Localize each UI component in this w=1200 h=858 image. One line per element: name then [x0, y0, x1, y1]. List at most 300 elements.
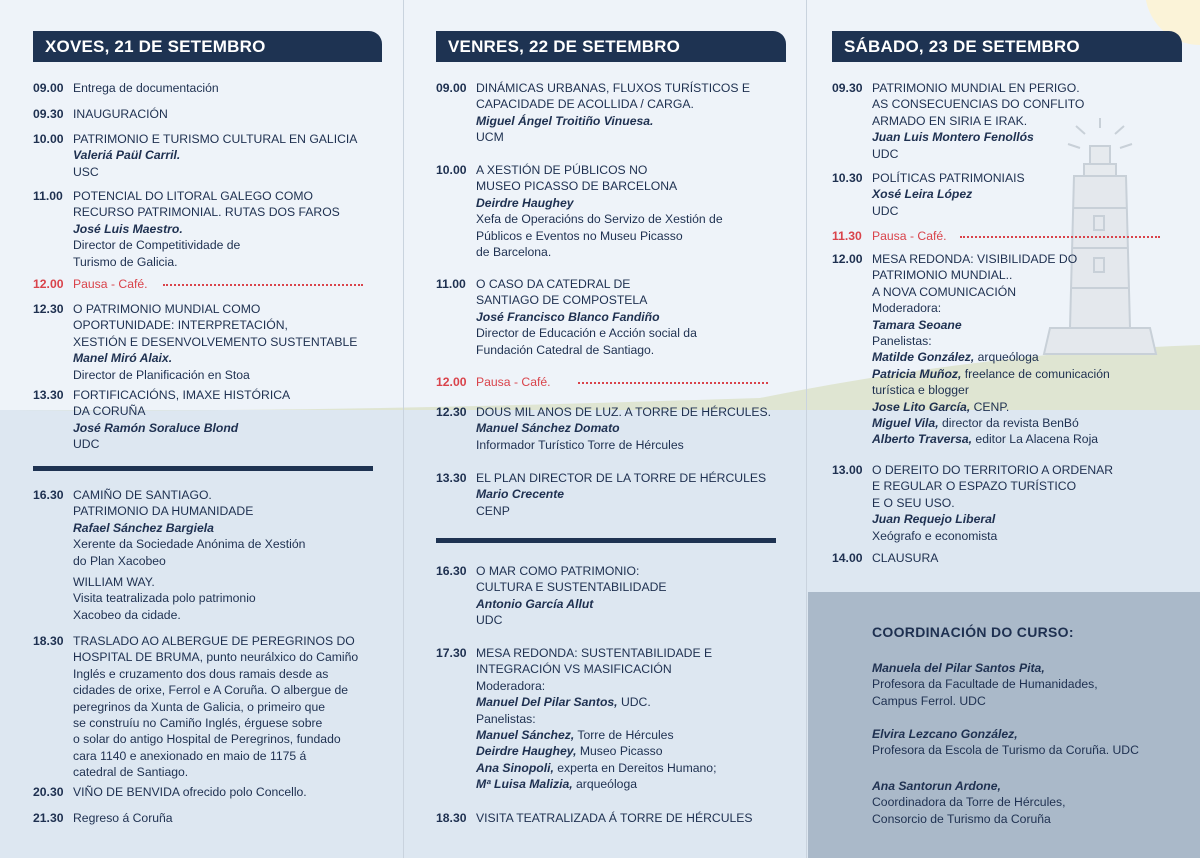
event-time: 11.00: [33, 189, 63, 203]
event-body: [872, 462, 1182, 544]
coordinator-role: Coordinadora da Torre de Hércules,: [872, 795, 1066, 810]
event-text: cidades de orixe, Ferrol e A Coruña. O albergue de: [73, 683, 349, 698]
schedule-item: [436, 810, 786, 826]
event-time: 18.30: [33, 634, 64, 648]
coordinator-name: Elvira Lezcano González,: [872, 727, 1018, 741]
coordinator-role: Profesora da Escola de Turismo da Coruña. UDC: [872, 743, 1139, 758]
schedule-item: [33, 633, 393, 781]
schedule-item: [33, 106, 393, 122]
event-line: [73, 106, 393, 122]
speaker-name: Alberto Traversa,: [872, 432, 973, 447]
event-time: 16.30: [33, 488, 64, 502]
event-text: CAPACIDADE DE ACOLLIDA / CARGA.: [476, 97, 694, 112]
event-text: DOUS MIL ANOS DE LUZ. A TORRE DE HÉRCULES.: [476, 405, 772, 419]
event-time: 11.30: [832, 229, 862, 243]
event-line: [73, 748, 393, 764]
event-time: 21.30: [33, 811, 64, 825]
event-body: [476, 276, 786, 358]
event-text: PATRIMONIO DA HUMANIDADE: [73, 504, 254, 519]
event-text: turística e blogger: [872, 383, 969, 398]
schedule-item: [33, 784, 393, 800]
event-text: UDC: [872, 146, 899, 161]
speaker-line: [73, 420, 393, 436]
event-line: [73, 387, 393, 403]
speaker-name: Juan Requejo Liberal: [872, 512, 996, 527]
event-body: [73, 784, 393, 800]
speaker-name: Mª Luisa Malizia,: [476, 777, 573, 792]
speaker-line: [476, 486, 786, 502]
speaker-role: CENP.: [970, 399, 1010, 414]
event-text: MUSEO PICASSO DE BARCELONA: [476, 179, 678, 194]
speaker-line: [872, 317, 1182, 333]
speaker-line: [476, 113, 786, 129]
schedule-item: [436, 404, 786, 453]
event-text: o solar do antigo Hospital de Peregrinos, fundado: [73, 732, 341, 747]
day-header: SÁBADO, 23 DE SETEMBRO: [832, 31, 1182, 62]
event-time: 16.30: [436, 564, 467, 578]
speaker-name: Matilde González,: [872, 350, 975, 365]
event-text: DA CORUÑA: [73, 404, 146, 419]
event-line: [872, 528, 1182, 544]
event-line: [872, 96, 1182, 112]
speaker-role: arqueóloga: [572, 777, 638, 792]
event-line: [476, 96, 786, 112]
event-text: Panelistas:: [476, 711, 536, 726]
event-text: UCM: [476, 130, 504, 145]
speaker-line: [476, 420, 786, 436]
event-text: PATRIMONIO MUNDIAL..: [872, 268, 1013, 283]
event-time: 12.00: [832, 252, 863, 266]
event-body: [476, 470, 786, 519]
event-text: POLÍTICAS PATRIMONIAIS: [872, 171, 1025, 185]
schedule-item: [832, 251, 1182, 448]
event-text: Moderadora:: [872, 301, 942, 316]
speaker-name: Patricia Muñoz,: [872, 366, 962, 381]
event-text: O DEREITO DO TERRITORIO A ORDENAR: [872, 463, 1114, 477]
event-line: [872, 284, 1182, 300]
speaker-line: [872, 399, 1182, 415]
speaker-name: Manel Miró Alaix.: [73, 351, 173, 366]
event-line: [872, 333, 1182, 349]
event-body: [476, 563, 786, 629]
event-line: [73, 403, 393, 419]
event-text: DINÁMICAS URBANAS, FLUXOS TURÍSTICOS E: [476, 81, 751, 95]
speaker-line: [476, 760, 786, 776]
event-text: O PATRIMONIO MUNDIAL COMO: [73, 302, 261, 316]
event-line: [476, 228, 786, 244]
event-text: INAUGURACIÓN: [73, 107, 168, 121]
event-time: 12.30: [436, 405, 467, 419]
speaker-name: Rafael Sánchez Bargiela: [73, 520, 214, 535]
speaker-role: director da revista BenBó: [938, 416, 1079, 431]
event-text: Xacobeo da cidade.: [73, 607, 181, 622]
event-line: [872, 170, 1182, 186]
speaker-name: Juan Luis Montero Fenollós: [872, 130, 1034, 145]
coordinator-role: Campus Ferrol. UDC: [872, 693, 986, 708]
pause-dotted-line: [960, 236, 1160, 238]
event-line: [73, 301, 393, 317]
event-text: SANTIAGO DE COMPOSTELA: [476, 293, 648, 308]
event-line: [73, 784, 393, 800]
event-body: [872, 170, 1182, 219]
speaker-name: Valeriá Paül Carril.: [73, 148, 181, 163]
speaker-name: Jose Lito García,: [872, 399, 971, 414]
event-text: INTEGRACIÓN VS MASIFICACIÓN: [476, 662, 672, 677]
speaker-line: [872, 366, 1182, 382]
event-text: Pausa - Café.: [73, 277, 148, 291]
event-text: Entrega de documentación: [73, 81, 219, 95]
coordinator-name: Manuela del Pilar Santos Pita,: [872, 661, 1045, 675]
speaker-name: Xosé Leira López: [872, 187, 973, 202]
event-line: [476, 178, 786, 194]
section-divider: [33, 466, 373, 471]
event-text: RECURSO PATRIMONIAL. RUTAS DOS FAROS: [73, 205, 340, 220]
event-text: Públicos e Eventos no Museu Picasso: [476, 228, 683, 243]
event-text: Visita teatralizada polo patrimonio: [73, 591, 256, 606]
speaker-name: Tamara Seoane: [872, 317, 962, 332]
speaker-name: José Luis Maestro.: [73, 221, 183, 236]
coordinator: [872, 778, 1192, 827]
event-body: [73, 80, 393, 96]
event-line: [872, 462, 1182, 478]
schedule-item: [436, 470, 786, 519]
event-body: [476, 645, 786, 793]
event-text: UDC: [476, 613, 503, 628]
schedule-item: [33, 487, 393, 569]
event-body: [73, 106, 393, 122]
event-time: 10.30: [832, 171, 863, 185]
event-line: [73, 254, 393, 270]
event-text: PATRIMONIO E TURISMO CULTURAL EN GALICIA: [73, 132, 358, 146]
event-line: [73, 436, 393, 452]
event-body: [872, 251, 1182, 448]
event-text: Inglés e cruzamento dos dous ramais desde as: [73, 666, 329, 681]
event-text: peregrinos da Xunta de Galicia, o primeiro que: [73, 699, 326, 714]
event-text: XESTIÓN E DESENVOLVEMENTO SUSTENTABLE: [73, 334, 358, 349]
event-time: 13.30: [33, 388, 64, 402]
event-line: [73, 590, 393, 606]
event-line: [872, 113, 1182, 129]
speaker-role: editor La Alacena Roja: [972, 432, 1099, 447]
event-text: AS CONSECUENCIAS DO CONFLITO: [872, 97, 1085, 112]
event-line: [73, 164, 393, 180]
event-line: [73, 715, 393, 731]
coordinator: [872, 660, 1192, 709]
event-line: [476, 292, 786, 308]
event-body: [872, 80, 1182, 162]
speaker-name: Miguel Ángel Troitiño Vinuesa.: [476, 113, 654, 128]
speaker-line: [476, 195, 786, 211]
schedule-item: [33, 387, 393, 453]
speaker-role: Torre de Hércules: [574, 728, 674, 743]
event-text: UDC: [872, 203, 899, 218]
event-text: CULTURA E SUSTENTABILIDADE: [476, 580, 667, 595]
speaker-line: [872, 129, 1182, 145]
event-line: [73, 237, 393, 253]
fold-line: [403, 0, 404, 858]
event-line: [73, 367, 393, 383]
coordination-title: COORDINACIÓN DO CURSO:: [872, 624, 1074, 640]
event-time: 12.00: [436, 375, 467, 389]
speaker-line: [476, 727, 786, 743]
event-line: [476, 661, 786, 677]
event-text: CENP: [476, 503, 510, 518]
event-line: [476, 276, 786, 292]
event-text: Director de Planificación en Stoa: [73, 367, 250, 382]
event-text: USC: [73, 164, 99, 179]
event-body: [73, 131, 393, 180]
event-text: WILLIAM WAY.: [73, 575, 155, 589]
event-line: [872, 300, 1182, 316]
event-text: E REGULAR O ESPAZO TURÍSTICO: [872, 479, 1077, 494]
event-line: [872, 478, 1182, 494]
event-text: de Barcelona.: [476, 245, 552, 260]
speaker-role: Museo Picasso: [576, 744, 663, 759]
event-body: [476, 162, 786, 260]
speaker-name: Miguel Vila,: [872, 416, 939, 431]
event-text: O MAR COMO PATRIMONIO:: [476, 564, 640, 578]
event-text: Fundación Catedral de Santiago.: [476, 342, 655, 357]
schedule-item: [436, 276, 786, 358]
schedule-item: [33, 301, 393, 383]
event-line: [73, 699, 393, 715]
event-text: EL PLAN DIRECTOR DE LA TORRE DE HÉRCULES: [476, 471, 767, 485]
event-text: MESA REDONDA: VISIBILIDADE DO: [872, 252, 1078, 266]
event-time: 09.00: [436, 81, 467, 95]
event-line: [73, 731, 393, 747]
speaker-role: experta en Dereitos Humano;: [553, 760, 717, 775]
event-line: [476, 404, 786, 420]
speaker-line: [73, 520, 393, 536]
schedule-item: [33, 188, 393, 270]
event-line: [476, 678, 786, 694]
coordinator-name: Ana Santorun Ardone,: [872, 779, 1001, 793]
event-time: 09.30: [832, 81, 863, 95]
day-header: XOVES, 21 DE SETEMBRO: [33, 31, 382, 62]
event-line: [476, 162, 786, 178]
speaker-line: [73, 147, 393, 163]
event-text: Xefa de Operacións do Servizo de Xestión de: [476, 212, 723, 227]
event-line: [476, 645, 786, 661]
event-text: MESA REDONDA: SUSTENTABILIDADE E: [476, 646, 713, 660]
event-line: [73, 204, 393, 220]
event-text: CLAUSURA: [872, 551, 939, 565]
speaker-name: Deirdre Haughey,: [476, 744, 577, 759]
schedule-item: [832, 170, 1182, 219]
speaker-line: [476, 776, 786, 792]
event-body: [73, 188, 393, 270]
schedule-item: [33, 131, 393, 180]
event-body: [73, 301, 393, 383]
event-text: Regreso á Coruña: [73, 811, 173, 825]
event-text: Turismo de Galicia.: [73, 254, 178, 269]
speaker-role: arqueóloga: [974, 350, 1039, 365]
event-body: [73, 633, 393, 781]
event-text: se construíu no Camiño Inglés, érguese sobre: [73, 716, 323, 731]
event-time: 10.00: [436, 163, 467, 177]
schedule-item: [436, 563, 786, 629]
event-text: HOSPITAL DE BRUMA, punto neurálxico do Camiño: [73, 650, 359, 665]
event-text: Pausa - Café.: [872, 229, 947, 243]
speaker-name: Antonio García Allut: [476, 596, 594, 611]
event-line: [73, 131, 393, 147]
event-line: [476, 342, 786, 358]
schedule-item: [436, 162, 786, 260]
event-line: [476, 211, 786, 227]
section-divider: [436, 538, 776, 543]
event-text: CAMIÑO DE SANTIAGO.: [73, 488, 212, 502]
event-line: [73, 487, 393, 503]
event-time: 10.00: [33, 132, 64, 146]
event-line: [476, 579, 786, 595]
speaker-line: [872, 511, 1182, 527]
event-line: [476, 810, 786, 826]
event-body: [476, 80, 786, 146]
coordinator-role: Consorcio de Turismo da Coruña: [872, 811, 1051, 826]
event-line: [73, 317, 393, 333]
event-text: OPORTUNIDADE: INTERPRETACIÓN,: [73, 318, 288, 333]
day-header: VENRES, 22 DE SETEMBRO: [436, 31, 786, 62]
event-body: [73, 387, 393, 453]
event-text: Informador Turístico Torre de Hércules: [476, 437, 684, 452]
event-text: VISITA TEATRALIZADA Á TORRE DE HÉRCULES: [476, 811, 753, 825]
event-body: [476, 404, 786, 453]
event-time: 14.00: [832, 551, 863, 565]
event-line: [872, 203, 1182, 219]
event-text: TRASLADO AO ALBERGUE DE PEREGRINOS DO: [73, 634, 355, 648]
event-line: [872, 267, 1182, 283]
event-time: 18.30: [436, 811, 467, 825]
event-line: [73, 574, 393, 590]
event-text: VIÑO DE BENVIDA ofrecido polo Concello.: [73, 785, 307, 799]
event-text: FORTIFICACIÓNS, IMAXE HISTÓRICA: [73, 388, 291, 402]
event-line: [476, 244, 786, 260]
event-text: do Plan Xacobeo: [73, 553, 166, 568]
event-time: 17.30: [436, 646, 467, 660]
event-time: 13.30: [436, 471, 467, 485]
speaker-line: [73, 221, 393, 237]
speaker-name: Manuel Del Pilar Santos,: [476, 695, 618, 710]
event-text: Director de Educación e Acción social da: [476, 326, 697, 341]
event-text: UDC: [73, 437, 100, 452]
coordinator-role: Profesora da Facultade de Humanidades,: [872, 677, 1098, 692]
speaker-name: Manuel Sánchez Domato: [476, 421, 620, 436]
event-line: [872, 495, 1182, 511]
event-line: [476, 325, 786, 341]
event-line: [872, 146, 1182, 162]
event-body: [73, 810, 393, 826]
speaker-line: [872, 415, 1182, 431]
event-time: 12.30: [33, 302, 64, 316]
event-line: [476, 711, 786, 727]
event-line: [73, 649, 393, 665]
event-time: 13.00: [832, 463, 863, 477]
event-text: catedral de Santiago.: [73, 765, 189, 780]
event-time: 09.00: [33, 81, 64, 95]
event-text: A XESTIÓN DE PÚBLICOS NO: [476, 163, 648, 177]
event-line: [73, 607, 393, 623]
pause-dotted-line: [578, 382, 768, 384]
speaker-role: freelance de comunicación: [961, 366, 1110, 381]
speaker-name: Ana Sinopoli,: [476, 760, 554, 775]
event-line: [872, 382, 1182, 398]
event-text: cara 1140 e anexionado en maio de 1175 á: [73, 748, 307, 763]
event-text: O CASO DA CATEDRAL DE: [476, 277, 631, 291]
event-text: Director de Competitividade de: [73, 238, 241, 253]
event-line: [73, 188, 393, 204]
event-text: Xerente da Sociedade Anónima de Xestión: [73, 537, 306, 552]
event-line: [73, 764, 393, 780]
event-line: [73, 536, 393, 552]
event-line: [73, 80, 393, 96]
speaker-line: [872, 186, 1182, 202]
schedule-item: [832, 462, 1182, 544]
speaker-line: [476, 309, 786, 325]
coordinator: [872, 726, 1192, 759]
speaker-role: UDC.: [617, 695, 651, 710]
event-line: [73, 553, 393, 569]
speaker-line: [73, 350, 393, 366]
event-body: [476, 810, 786, 826]
speaker-name: Mario Crecente: [476, 487, 565, 502]
event-line: [476, 563, 786, 579]
event-text: Xeógrafo e economista: [872, 528, 998, 543]
event-time: 11.00: [436, 277, 466, 291]
event-line: [872, 80, 1182, 96]
event-body: [73, 574, 393, 623]
speaker-name: José Ramón Soraluce Blond: [73, 420, 239, 435]
event-body: [73, 487, 393, 569]
event-text: A NOVA COMUNICACIÓN: [872, 284, 1017, 299]
speaker-name: Deirdre Haughey: [476, 195, 574, 210]
event-time: 20.30: [33, 785, 64, 799]
speaker-name: Manuel Sánchez,: [476, 728, 575, 743]
schedule-item: [832, 80, 1182, 162]
schedule-item: [832, 550, 1182, 566]
event-text: ARMADO EN SIRIA E IRAK.: [872, 113, 1028, 128]
speaker-line: [476, 743, 786, 759]
event-line: [73, 334, 393, 350]
speaker-line: [476, 596, 786, 612]
speaker-name: José Francisco Blanco Fandiño: [476, 309, 660, 324]
speaker-line: [476, 694, 786, 710]
event-line: [73, 633, 393, 649]
event-body: [872, 550, 1182, 566]
event-text: PATRIMONIO MUNDIAL EN PERIGO.: [872, 81, 1080, 95]
event-line: [476, 129, 786, 145]
event-line: [476, 470, 786, 486]
event-line: [73, 810, 393, 826]
event-line: [872, 550, 1182, 566]
schedule-item: [436, 645, 786, 793]
fold-line: [806, 0, 807, 858]
event-line: [73, 666, 393, 682]
event-time: 12.00: [33, 277, 64, 291]
schedule-item: [33, 574, 393, 623]
event-text: Pausa - Café.: [476, 375, 551, 389]
schedule-item: [33, 810, 393, 826]
pause-dotted-line: [163, 284, 363, 286]
speaker-line: [872, 349, 1182, 365]
event-line: [73, 682, 393, 698]
schedule-item: [436, 80, 786, 146]
event-line: [476, 503, 786, 519]
event-line: [476, 437, 786, 453]
event-text: Panelistas:: [872, 334, 932, 349]
event-text: Moderadora:: [476, 678, 546, 693]
event-time: 09.30: [33, 107, 64, 121]
schedule-item: [33, 80, 393, 96]
